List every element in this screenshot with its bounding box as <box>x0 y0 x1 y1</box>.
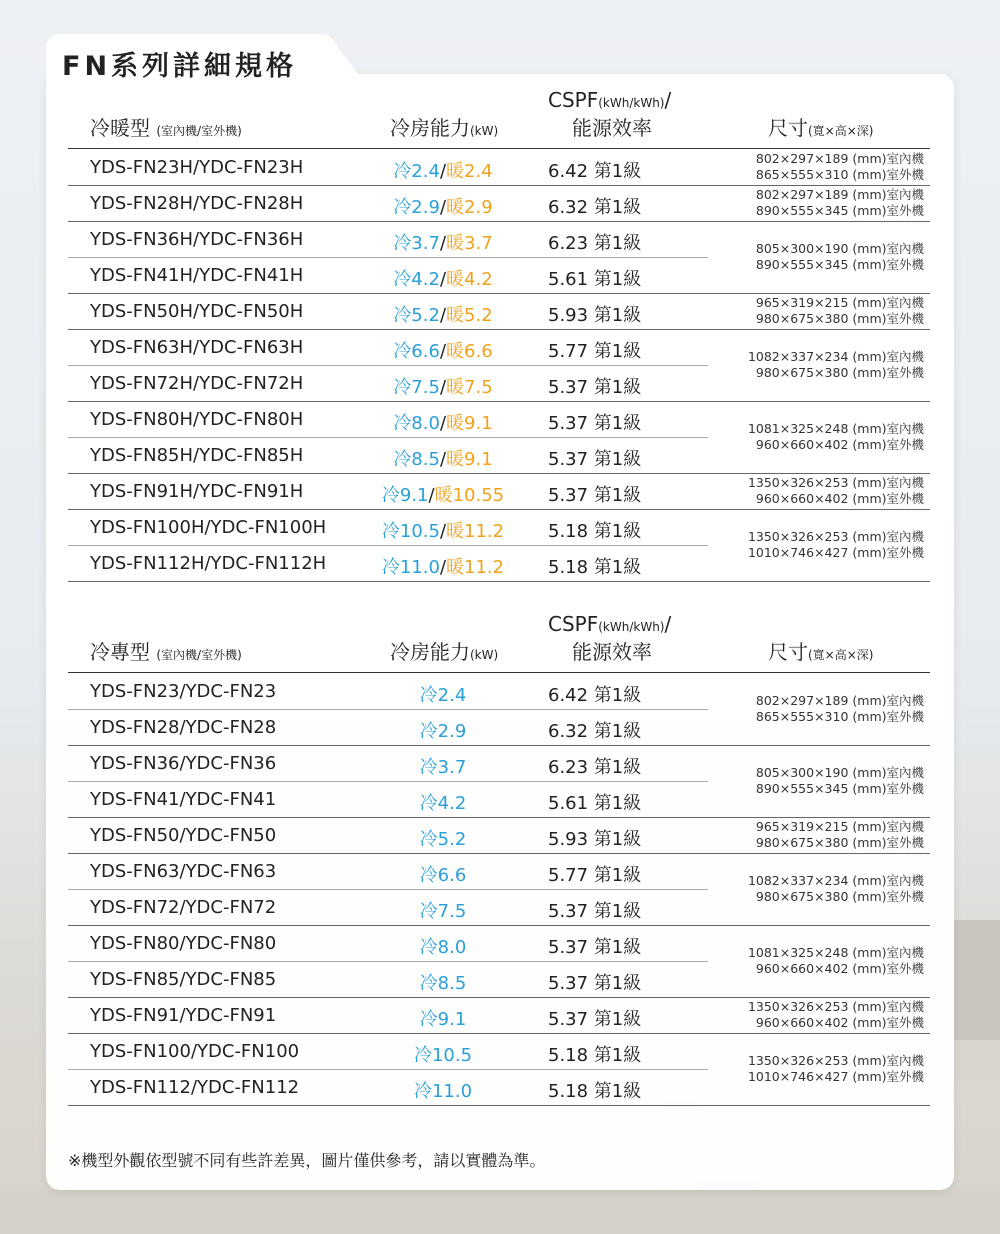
row-divider <box>68 329 930 330</box>
row-divider <box>68 889 708 890</box>
header-size: 尺寸(寬×高×深) <box>768 116 874 140</box>
table-row: YDS-FN80/YDC-FN80 冷8.0 5.37 第1級 <box>90 933 642 958</box>
size-cell: 1082×337×234 (mm)室內機 980×675×380 (mm)室外機 <box>747 873 924 904</box>
header-model: 冷暖型 (室內機/室外機) <box>90 116 242 140</box>
table-row: YDS-FN50H/YDC-FN50H 冷5.2/暖5.2 5.93 第1級 <box>90 301 642 326</box>
row-divider <box>68 401 930 402</box>
table-row: YDS-FN36H/YDC-FN36H 冷3.7/暖3.7 6.23 第1級 <box>90 229 642 254</box>
table-row: YDS-FN85H/YDC-FN85H 冷8.5/暖9.1 5.37 第1級 <box>90 445 642 470</box>
table-bottom-line <box>68 581 930 582</box>
row-divider <box>68 221 930 222</box>
table-row: YDS-FN72/YDC-FN72 冷7.5 5.37 第1級 <box>90 897 642 922</box>
row-divider <box>68 473 930 474</box>
table-row: YDS-FN41H/YDC-FN41H 冷4.2/暖4.2 5.61 第1級 <box>90 265 642 290</box>
table-row: YDS-FN91H/YDC-FN91H 冷9.1/暖10.55 5.37 第1級 <box>90 481 642 506</box>
table-row: YDS-FN63H/YDC-FN63H 冷6.6/暖6.6 5.77 第1級 <box>90 337 642 362</box>
table-row: YDS-FN50/YDC-FN50 冷5.2 5.93 第1級 <box>90 825 642 850</box>
table-row: YDS-FN63/YDC-FN63 冷6.6 5.77 第1級 <box>90 861 642 886</box>
row-divider <box>68 709 708 710</box>
row-divider <box>68 185 930 186</box>
row-divider <box>68 925 930 926</box>
table-body <box>68 672 930 1105</box>
row-divider <box>68 293 930 294</box>
table-row: YDS-FN91/YDC-FN91 冷9.1 5.37 第1級 <box>90 1005 642 1030</box>
header-model: 冷專型 (室內機/室外機) <box>90 640 242 664</box>
size-cell: 1350×326×253 (mm)室內機 960×660×402 (mm)室外機 <box>747 475 924 506</box>
table-header <box>68 612 930 672</box>
title-tab-slope <box>300 34 380 76</box>
row-divider <box>68 853 930 854</box>
row-divider <box>68 437 708 438</box>
header-efficiency: CSPF(kWh/kWh)/ 能源效率 <box>548 612 672 664</box>
table-row: YDS-FN41/YDC-FN41 冷4.2 5.61 第1級 <box>90 789 642 814</box>
size-cell: 965×319×215 (mm)室內機 980×675×380 (mm)室外機 <box>755 819 924 850</box>
size-cell: 802×297×189 (mm)室內機 865×555×310 (mm)室外機 <box>755 693 924 724</box>
table-bottom-line <box>68 1105 930 1106</box>
heat-cool-table <box>68 88 930 581</box>
table-body <box>68 148 930 581</box>
size-cell: 1350×326×253 (mm)室內機 1010×746×427 (mm)室外機 <box>747 1053 924 1084</box>
size-cell: 1350×326×253 (mm)室內機 1010×746×427 (mm)室外機 <box>747 529 924 560</box>
table-row: YDS-FN72H/YDC-FN72H 冷7.5/暖7.5 5.37 第1級 <box>90 373 642 398</box>
row-divider <box>68 961 708 962</box>
size-cell: 802×297×189 (mm)室內機 865×555×310 (mm)室外機 <box>755 151 924 182</box>
table-row: YDS-FN112/YDC-FN112 冷11.0 5.18 第1級 <box>90 1077 642 1102</box>
size-cell: 1081×325×248 (mm)室內機 960×660×402 (mm)室外機 <box>747 945 924 976</box>
header-size: 尺寸(寬×高×深) <box>768 640 874 664</box>
table-row: YDS-FN100/YDC-FN100 冷10.5 5.18 第1級 <box>90 1041 642 1066</box>
row-divider <box>68 545 708 546</box>
table-row: YDS-FN23H/YDC-FN23H 冷2.4/暖2.4 6.42 第1級 <box>90 157 642 182</box>
cool-only-table <box>68 612 930 1105</box>
table-row: YDS-FN80H/YDC-FN80H 冷8.0/暖9.1 5.37 第1級 <box>90 409 642 434</box>
disclaimer-note: ※機型外觀依型號不同有些許差異，圖片僅供參考，請以實體為準。 <box>68 1151 546 1170</box>
size-cell: 805×300×190 (mm)室內機 890×555×345 (mm)室外機 <box>755 241 924 272</box>
size-cell: 802×297×189 (mm)室內機 890×555×345 (mm)室外機 <box>755 187 924 218</box>
table-row: YDS-FN28/YDC-FN28 冷2.9 6.32 第1級 <box>90 717 642 742</box>
table-row: YDS-FN36/YDC-FN36 冷3.7 6.23 第1級 <box>90 753 642 778</box>
table-row: YDS-FN100H/YDC-FN100H 冷10.5/暖11.2 5.18 第1級 <box>90 517 642 542</box>
size-cell: 1081×325×248 (mm)室內機 960×660×402 (mm)室外機 <box>747 421 924 452</box>
table-row: YDS-FN112H/YDC-FN112H 冷11.0/暖11.2 5.18 第1級 <box>90 553 642 578</box>
size-cell: 1350×326×253 (mm)室內機 960×660×402 (mm)室外機 <box>747 999 924 1030</box>
table-row: YDS-FN85/YDC-FN85 冷8.5 5.37 第1級 <box>90 969 642 994</box>
row-divider <box>68 997 930 998</box>
row-divider <box>68 745 930 746</box>
size-cell: 965×319×215 (mm)室內機 980×675×380 (mm)室外機 <box>755 295 924 326</box>
row-divider <box>68 509 930 510</box>
row-divider <box>68 257 708 258</box>
table-header <box>68 88 930 148</box>
size-cell: 1082×337×234 (mm)室內機 980×675×380 (mm)室外機 <box>747 349 924 380</box>
row-divider <box>68 817 930 818</box>
row-divider <box>68 781 708 782</box>
size-cell: 805×300×190 (mm)室內機 890×555×345 (mm)室外機 <box>755 765 924 796</box>
header-efficiency: CSPF(kWh/kWh)/ 能源效率 <box>548 88 672 140</box>
row-divider <box>68 365 708 366</box>
header-capacity: 冷房能力(kW) <box>390 116 499 140</box>
row-divider <box>68 1033 930 1034</box>
table-row: YDS-FN23/YDC-FN23 冷2.4 6.42 第1級 <box>90 681 642 706</box>
table-row: YDS-FN28H/YDC-FN28H 冷2.9/暖2.9 6.32 第1級 <box>90 193 642 218</box>
page-title: FN系列詳細規格 <box>62 51 298 82</box>
header-capacity: 冷房能力(kW) <box>390 640 499 664</box>
row-divider <box>68 1069 708 1070</box>
